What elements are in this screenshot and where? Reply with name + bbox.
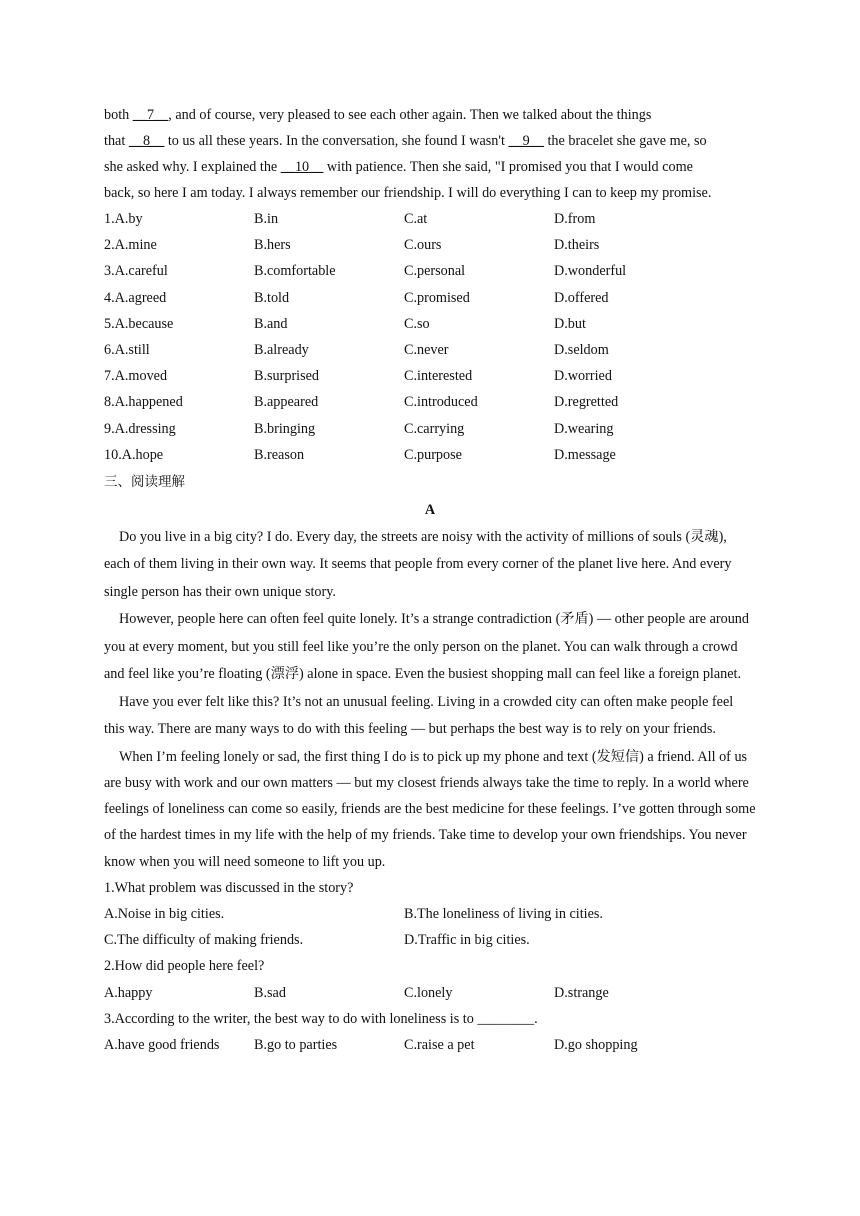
option-a: A.Noise in big cities. bbox=[104, 906, 225, 923]
option-b: B.appeared bbox=[254, 394, 319, 411]
option-d: D.wonderful bbox=[554, 263, 627, 280]
cloze-text: both bbox=[104, 107, 133, 123]
option-row bbox=[104, 980, 756, 1006]
option-d: D.from bbox=[554, 211, 596, 227]
question-3 bbox=[104, 1006, 756, 1058]
option-a: 8.A.happened bbox=[104, 394, 183, 411]
option-d: D.worried bbox=[554, 368, 612, 385]
option-a: 6.A.still bbox=[104, 341, 150, 358]
option-c: C.purpose bbox=[404, 446, 462, 463]
option-row bbox=[104, 363, 756, 389]
option-d: D.strange bbox=[554, 984, 609, 1001]
cloze-text: with patience. Then she said, "I promised you that I would come bbox=[323, 159, 693, 175]
cloze-text: that bbox=[104, 133, 129, 149]
option-a: 7.A.moved bbox=[104, 368, 168, 385]
option-c: C.at bbox=[404, 211, 428, 227]
option-d: D.Traffic in big cities. bbox=[404, 932, 530, 949]
option-b: B.surprised bbox=[254, 368, 320, 385]
option-row bbox=[104, 206, 756, 232]
option-d: D.offered bbox=[554, 289, 609, 306]
option-c: C.interested bbox=[404, 368, 473, 385]
option-c: C.The difficulty of making friends. bbox=[104, 932, 304, 949]
option-d: D.message bbox=[554, 446, 616, 463]
option-b: B.comfortable bbox=[254, 263, 336, 280]
option-b: B.and bbox=[254, 315, 288, 332]
option-row bbox=[104, 901, 756, 927]
question-stem: 2.How did people here feel? bbox=[104, 958, 265, 975]
question-stem: 3.According to the writer, the best way to do with loneliness is to ________. bbox=[104, 1010, 538, 1027]
blank-9: __9__ bbox=[508, 133, 544, 149]
option-c: C.raise a pet bbox=[404, 1037, 475, 1054]
option-d: D.seldom bbox=[554, 341, 609, 358]
option-b: B.The loneliness of living in cities. bbox=[404, 906, 603, 923]
option-c: C.so bbox=[404, 315, 430, 332]
cloze-line-2 bbox=[104, 128, 756, 154]
option-row bbox=[104, 258, 756, 284]
cloze-text: she asked why. I explained the bbox=[104, 159, 281, 175]
option-b: B.go to parties bbox=[254, 1037, 338, 1054]
option-a: 10.A.hope bbox=[104, 446, 164, 463]
option-a: 1.A.by bbox=[104, 211, 143, 227]
paragraph-2: However, people here can often feel quite lonely. It’s a strange contradiction (矛盾) — other people are around you at every moment, but you still feel like you’re the only person on the planet. You can walk through a crowd and feel like you’re floating (漂浮) alone in space. Even the busiest shopping mall can feel like a foreign planet. bbox=[104, 611, 749, 683]
option-a: 9.A.dressing bbox=[104, 420, 176, 437]
passage-title: A bbox=[424, 501, 436, 518]
option-c: C.ours bbox=[404, 237, 442, 254]
option-row bbox=[104, 232, 756, 258]
option-b: B.in bbox=[254, 211, 279, 227]
option-b: B.sad bbox=[254, 984, 286, 1001]
option-b: B.told bbox=[254, 289, 290, 306]
blank-8: __8__ bbox=[128, 133, 165, 149]
option-a: 2.A.mine bbox=[104, 237, 157, 254]
option-c: C.personal bbox=[404, 263, 466, 280]
option-d: D.regretted bbox=[554, 394, 619, 411]
option-d: D.theirs bbox=[554, 237, 600, 254]
option-a: A.have good friends bbox=[104, 1037, 220, 1054]
option-row bbox=[104, 389, 756, 415]
cloze-text: to us all these years. In the conversation, she found I wasn't bbox=[164, 133, 509, 149]
option-b: B.already bbox=[254, 341, 309, 358]
option-b: B.bringing bbox=[254, 420, 316, 437]
blank-10: __10__ bbox=[280, 159, 324, 175]
option-a: 3.A.careful bbox=[104, 263, 168, 280]
option-row bbox=[104, 1032, 756, 1058]
cloze-text: the bracelet she gave me, so bbox=[543, 133, 707, 149]
cloze-options bbox=[104, 206, 756, 468]
cloze-line-3 bbox=[104, 154, 756, 180]
option-row bbox=[104, 442, 756, 468]
option-row bbox=[104, 416, 756, 442]
option-row bbox=[104, 927, 756, 953]
paragraph-3: Have you ever felt like this? It’s not an unusual feeling. Living in a crowded city can often make people feel this way. There are many ways to do with this feeling — but perhaps the best way is to rely on your friends. bbox=[104, 693, 734, 738]
cloze-text: , and of course, very pleased to see each other again. Then we talked about the things bbox=[168, 107, 652, 123]
paragraph-4: When I’m feeling lonely or sad, the first thing I do is to pick up my phone and text (发短信) a friend. All of us are busy with work and our own matters — but my closest friends always take the time to reply. In a world where feelings of loneliness can come so easily, friends are the best medicine for these feelings. I’ve gotten through some of the hardest times in my life with the help of my friends. Take time to develop your own friendships. You never know when you will need someone to lift you up. bbox=[104, 748, 756, 870]
option-b: B.hers bbox=[254, 237, 291, 254]
option-a: A.happy bbox=[104, 984, 153, 1001]
option-d: D.but bbox=[554, 315, 586, 332]
option-c: C.promised bbox=[404, 289, 470, 306]
option-row bbox=[104, 311, 756, 337]
cloze-line-1 bbox=[104, 102, 756, 128]
question-stem: 1.What problem was discussed in the story? bbox=[104, 879, 354, 896]
option-c: C.introduced bbox=[404, 394, 478, 411]
option-d: D.go shopping bbox=[554, 1037, 638, 1054]
option-b: B.reason bbox=[254, 446, 305, 463]
option-d: D.wearing bbox=[554, 420, 614, 437]
paragraph-1: Do you live in a big city? I do. Every day, the streets are noisy with the activity of millions of souls (灵魂), each of them living in their own way. It seems that people from every corner of the planet live here. And every single person has their own unique story. bbox=[104, 528, 732, 600]
option-c: C.lonely bbox=[404, 984, 453, 1001]
option-a: 4.A.agreed bbox=[104, 289, 167, 306]
option-c: C.carrying bbox=[404, 420, 465, 437]
option-a: 5.A.because bbox=[104, 315, 174, 332]
option-row bbox=[104, 285, 756, 311]
option-row bbox=[104, 337, 756, 363]
option-c: C.never bbox=[404, 341, 449, 358]
section-heading: 三、阅读理解 bbox=[104, 473, 185, 490]
question-1 bbox=[104, 875, 756, 954]
worksheet-page bbox=[104, 102, 756, 1058]
question-2 bbox=[104, 953, 756, 1005]
blank-7: __7__ bbox=[132, 107, 169, 123]
cloze-line-4: back, so here I am today. I always remember our friendship. I will do everything I can to keep my promise. bbox=[104, 185, 712, 201]
